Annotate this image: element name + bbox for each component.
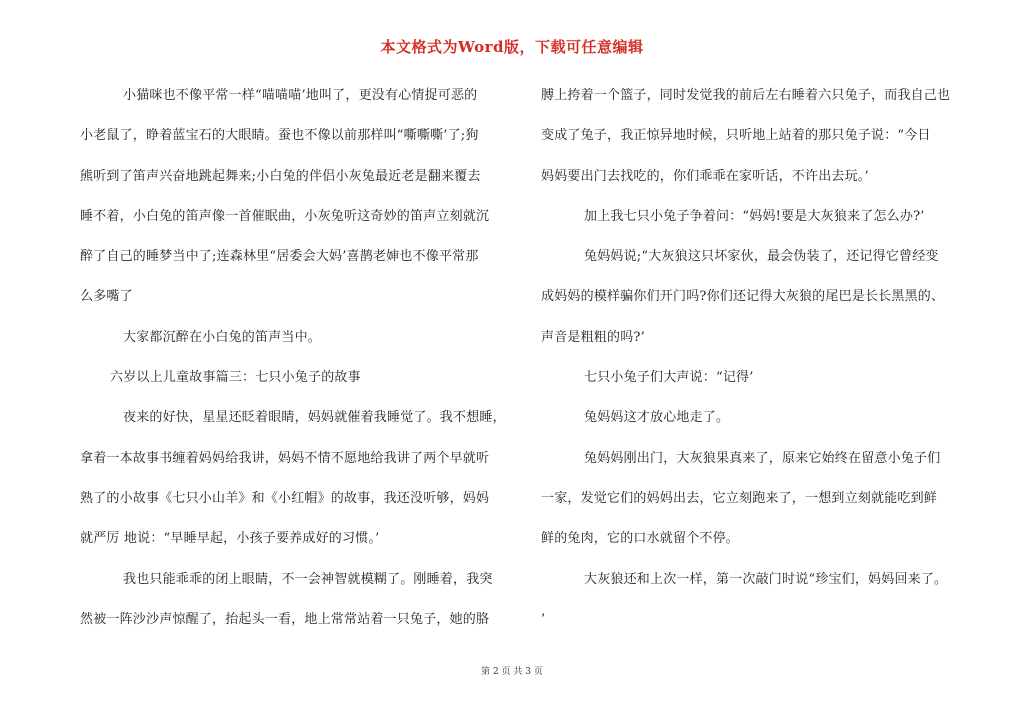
page-number-footer: 第 2 页 共 3 页	[481, 667, 543, 677]
text-line: 熟了的小故事《七只小山羊》和《小红帽》的故事，我还没听够，妈妈	[80, 490, 490, 506]
text-line: 兔妈妈说;“大灰狼这只坏家伙，最会伪装了，还记得它曾经变	[584, 249, 939, 265]
text-line: 然被一阵沙沙声惊醒了，抬起头一看，地上常常站着一只兔子，她的胳	[80, 611, 490, 627]
text-line: 变成了兔子，我正惊异地时候，只听地上站着的那只兔子说：“今日	[541, 128, 931, 144]
right-column	[541, 76, 969, 640]
text-line: 兔妈妈这才放心地走了。	[584, 410, 730, 426]
text-line: 声音是粗粗的吗?’	[541, 329, 645, 345]
text-line: 熊听到了笛声兴奋地跳起舞来;小白兔的伴侣小灰兔最近老是翻来覆去	[80, 168, 481, 184]
text-line: 么多嘴了	[80, 289, 133, 305]
text-line: 成妈妈的模样骗你们开门吗?你们还记得大灰狼的尾巴是长长黑黑的、	[541, 289, 945, 305]
document-banner: 本文格式为Word版，下载可任意编辑	[380, 38, 644, 56]
text-line: 拿着一本故事书缠着妈妈给我讲，妈妈不情不愿地给我讲了两个早就听	[80, 450, 490, 466]
text-line: 膊上挎着一个篮子，同时发觉我的前后左右睡着六只兔子，而我自己也	[541, 88, 951, 103]
text-line: 小猫咪也不像平常一样“喵喵喵’地叫了，更没有心情捉可恶的	[123, 88, 478, 103]
text-line: 睡不着，小白兔的笛声像一首催眠曲，小灰兔听这奇妙的笛声立刻就沉	[80, 208, 490, 224]
left-column	[80, 76, 510, 640]
text-line: 夜来的好快，星星还眨着眼睛，妈妈就催着我睡觉了。我不想睡，	[123, 410, 506, 426]
text-line: 大家都沉醉在小白兔的笛声当中。	[123, 329, 322, 345]
text-line: 七只小兔子们大声说：“记得’	[584, 370, 754, 386]
text-line: 我也只能乖乖的闭上眼睛，不一会神智就模糊了。刚睡着，我突	[123, 571, 493, 587]
section-heading: 六岁以上儿童故事篇三：七只小兔子的故事	[110, 370, 361, 386]
text-line: 小老鼠了，睁着蓝宝石的大眼睛。蚕也不像以前那样叫“嘶嘶嘶’了;狗	[80, 128, 479, 144]
text-line: 就严厉 地说：“早睡早起，小孩子要养成好的习惯。’	[80, 531, 380, 547]
text-line: 大灰狼还和上次一样，第一次敲门时说“珍宝们，妈妈回来了。	[584, 571, 948, 587]
text-line: 醉了自己的睡梦当中了;连森林里“居委会大妈’喜鹊老婶也不像平常那	[80, 249, 479, 265]
text-line: 兔妈妈刚出门，大灰狼果真来了，原来它始终在留意小兔子们	[584, 450, 941, 466]
text-line: ’	[541, 611, 546, 627]
text-line: 加上我七只小兔子争着问：“妈妈!要是大灰狼来了怎么办?’	[584, 208, 925, 224]
text-line: 妈妈要出门去找吃的，你们乖乖在家听话，不许出去玩。’	[541, 168, 869, 184]
text-line: 一家，发觉它们的妈妈出去，它立刻跑来了，一想到立刻就能吃到鲜	[541, 490, 938, 506]
text-line: 鲜的兔肉，它的口水就留个不停。	[541, 531, 740, 547]
